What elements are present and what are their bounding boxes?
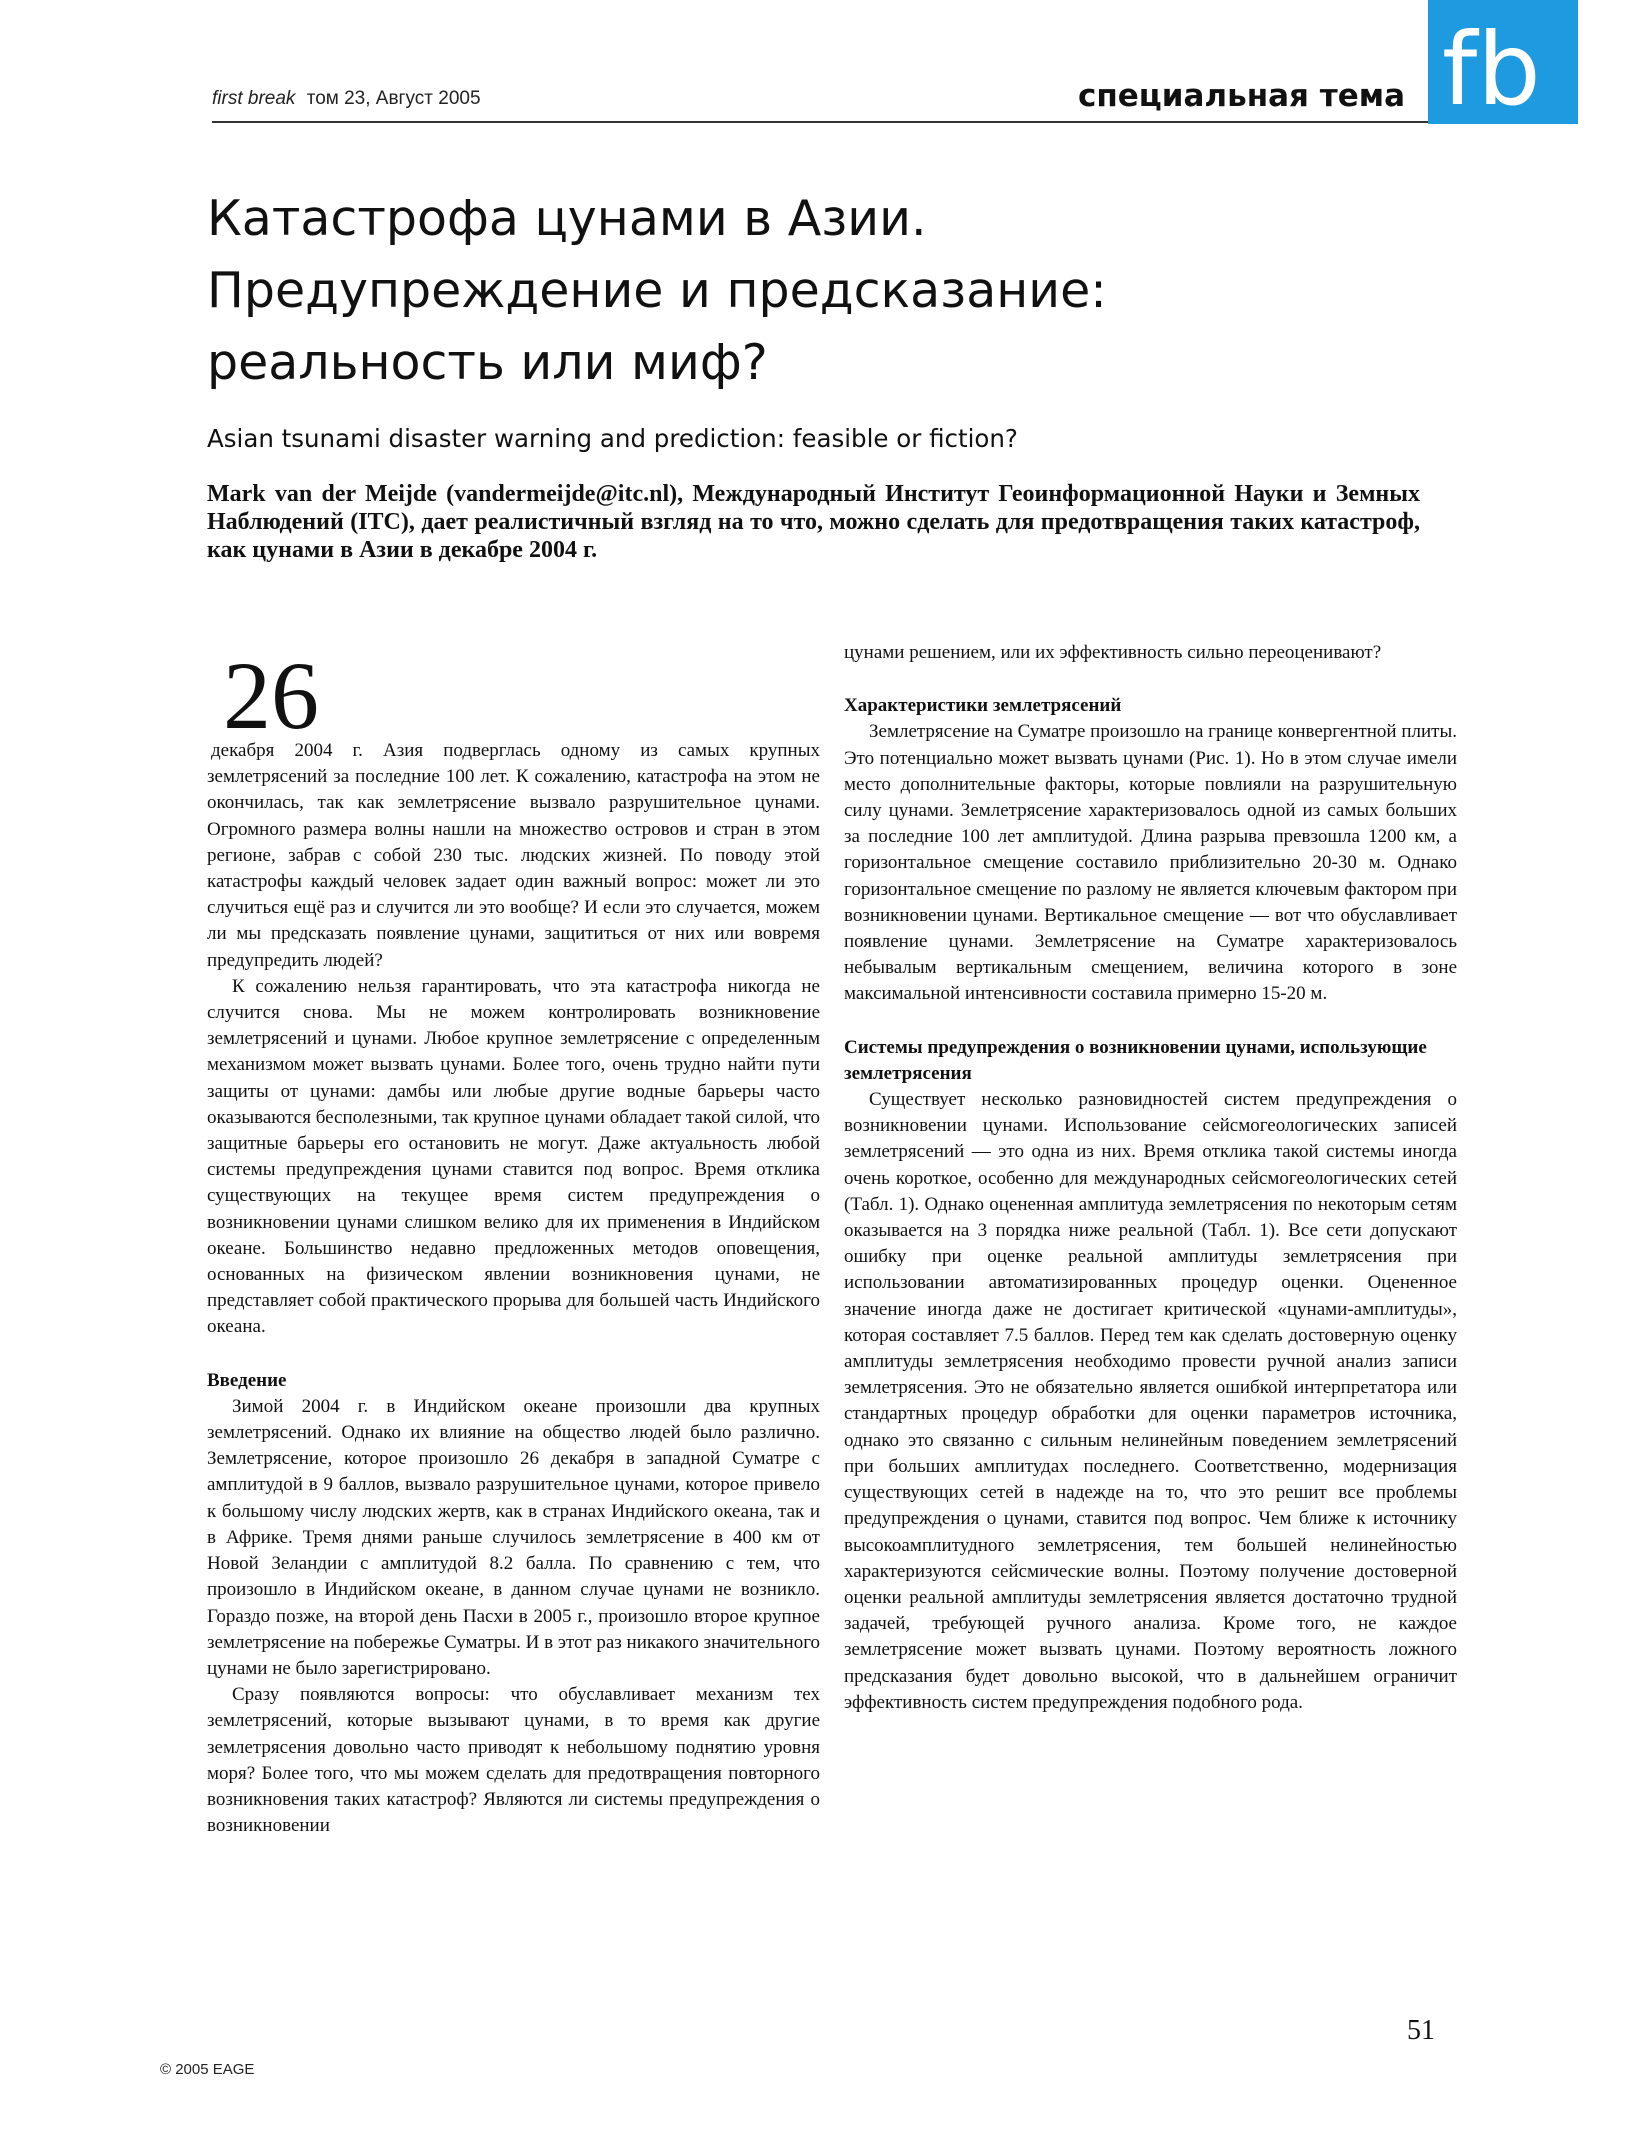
journal-issue: том 23, Август 2005 [306,88,481,109]
article-lead: Mark van der Meijde (vandermeijde@itc.nl), Международный Институт Геоинформационной Науки и Земных Наблюдений (ITC), дает реалистичный взгляд на то что, можно сделать для предотвращения таких катастроф, как цунами в Азии в декабре 2004 г. [207,481,1420,563]
paragraph: Зимой 2004 г. в Индийском океане произошли два крупных землетрясений. Однако их влияние на общество людей было различно. Землетрясение, которое произошло 26 декабря в западной Суматре с амплитудой в 9 баллов, вызвало разрушительное цунами, которое привело к большому числу людских жертв, как в странах Индийского океана, так и в Африке. Тремя днями раньше случилось землетрясение в 400 км от Новой Зеландии с амплитудой 8.2 балла. По сравнению с тем, что произошло в Индийском океане, в данном случае цунами не возникло. Гораздо позже, на второй день Пасхи в 2005 г., произошло второе крупное землетрясение на побережье Суматры. И в этот раз никакого значительного цунами не было зарегистрировано. [207,1395,821,1679]
paragraph: Сразу появляются вопросы: что обуславливает механизм тех землетрясений, которые вызывают цунами, в то время как другие землетрясения довольно часто приводят к небольшому поднятию уровня моря? Более того, что мы можем сделать для предотвращения повторного возникновения таких катастроф? Являются ли системы предупреждения о возникновении [207,1684,820,1837]
article-title [207,183,1457,399]
paragraph: Землетрясение на Суматре произошло на границе конвергентной плиты. Это потенциально может вызвать цунами (Рис. 1). Но в этом случае имели место дополнительные факторы, которые повлияли на разрушительную силу цунами. Землетрясение характеризовалось одной из самых больших за последние 100 лет амплитудой. Длина разрыва превзошла 1200 км, а горизонтальное смещение составило приблизительно 20-30 м. Однако горизонтальное смещение по разлому не является ключевым фактором при возникновении цунами. Вертикальное смещение — вот что обуславливает появление цунами. Землетрясение на Суматре характеризовалось небывалым вертикальным смещением, величина которого в зоне максимальной интенсивности составила примерно 15-20 м. [844,721,1457,1005]
section-heading: Системы предупреждения о возникновении цунами, использующие землетрясения [844,1036,1427,1084]
section-heading: Характеристики землетрясений [844,695,1122,717]
left-column [207,640,820,1839]
logo-text: fb [1442,11,1541,124]
dropcap: 26 [223,642,319,749]
copyright: © 2005 EAGE [160,2061,255,2078]
fb-logo [1428,0,1578,124]
paragraph: цунами решением, или их эффективность сильно переоценивают? [844,642,1382,663]
header-divider [212,121,1428,123]
right-column [844,640,1457,1716]
paragraph: К сожалению нельзя гарантировать, что эта катастрофа никогда не случится снова. Мы не можем контролировать возникновение землетрясений и цунами. Любое крупное землетрясение с определенным механизмом может вызвать цунами. Более того, очень трудно найти пути защиты от цунами: дамбы или любые другие водные барьеры часто оказываются бесполезными, так крупное цунами обладает такой силой, что защитные барьеры его остановить не могут. Даже актуальность любой системы предупреждения цунами ставится под вопрос. Время отклика существующих на текущее время систем предупреждения о возникновении цунами слишком велико для их применения в Индийском океане. Большинство недавно предложенных методов оповещения, основанных на физическом явлении возникновения цунами, не представляет собой практического прорыва для большей часть Индийского океана. [207,975,820,1338]
title-line: Катастрофа цунами в Азии. [207,190,927,247]
section-heading: Введение [207,1369,287,1391]
journal-header [212,88,481,110]
title-line: Предупреждение и предсказание: [207,262,1107,319]
paragraph: Существует несколько разновидностей систем предупреждения о возникновении цунами. Использование сейсмогеологических записей землетрясений — это одна из них. Время отклика такой системы иногда очень короткое, особенно для международных сейсмогеологических сетей (Табл. 1). Однако оцененная амплитуда землетрясения по некоторым сетям оказывается на 3 порядка ниже реальной (Табл. 1). Все сети допускают ошибку при оценке реальной амплитуды землетрясения при использовании автоматизированных процедур оценки. Оцененное значение иногда даже не достигает критической «цунами-амплитуды», которая составляет 7.5 баллов. Перед тем как сделать достоверную оценку амплитуды землетрясения необходимо провести ручной анализ записи землетрясения. Это не обязательно является ошибкой интерпретатора или стандартных процедур обработки для оценки параметров источника, однако это связанно с сильным нелинейным поведением землетрясений при больших амплитудах последнего. Соответственно, модернизация существующих сетей в надежде на то, что это решит все проблемы предупреждения о цунами, ставится под вопрос. Чем ближе к источнику высокоамплитудного землетрясения, тем большей нелинейностью характеризуются сейсмические волны. Поэтому получение достоверной оценки реальной амплитуды землетрясения является достаточно трудной задачей, требующей ручного анализа. Кроме того, не каждое землетрясение может вызвать цунами. Поэтому вероятность ложного предсказания будет довольно высокой, что в дальнейшем ограничит эффективность систем предупреждения подобного рода. [844,1089,1457,1713]
article-subtitle: Asian tsunami disaster warning and prediction: feasible or fiction? [207,424,1018,453]
paragraph: декабря 2004 г. Азия подверглась одному из самых крупных землетрясений за последние 100 лет. К сожалению, катастрофа на этом не окончилась, так как землетрясение вызвало разрушительное цунами. Огромного размера волны нашли на множество островов и стран в этом регионе, забрав с собой 230 тыс. людских жизней. По поводу этой катастрофы каждый человек задает один важный вопрос: может ли это случиться ещё раз и случится ли это вообще? И если это случается, можем ли мы предсказать появление цунами, защититься от них или вовремя предупредить людей? [207,740,820,971]
title-line: реальность или миф? [207,334,768,391]
journal-name: first break [212,88,296,109]
page-number: 51 [1407,2015,1435,2046]
section-label: специальная тема [1077,78,1405,114]
